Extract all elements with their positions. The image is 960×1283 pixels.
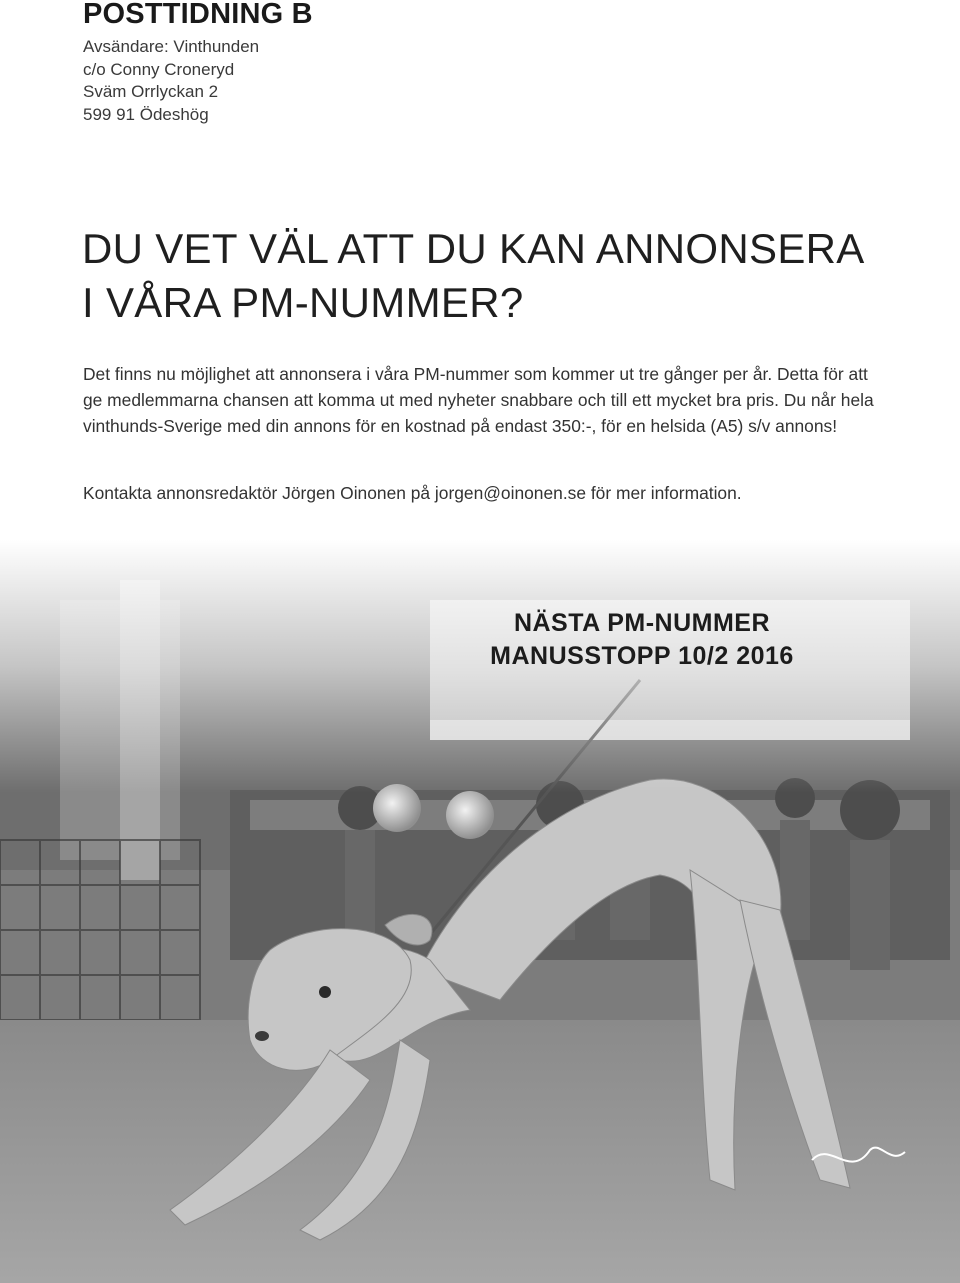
ad-body-paragraph: Det finns nu möjlighet att annonsera i våra PM-nummer som kommer ut tre gånger per år. Detta för att ge medlemmarna chansen att komma ut med nyheter snabbare och till ett mycket bra pris. Du når hela vinthunds-Sverige med din annons för en kostnad på endast 350:-, för en helsida (A5) s/v annons!: [83, 364, 874, 436]
headline-line: I VÅRA PM-NUMMER?: [82, 279, 524, 326]
sender-line: c/o Conny Croneryd: [83, 59, 235, 79]
ad-headline: [82, 222, 865, 330]
sender-line: Avsändare: Vinthunden: [83, 37, 260, 56]
deadline-line-2: MANUSSTOPP 10/2 2016: [490, 642, 794, 670]
postage-label: POSTTIDNING B: [83, 0, 313, 30]
contact-paragraph: Kontakta annonsredaktör Jörgen Oinonen på jorgen@oinonen.se för mer information.: [83, 483, 742, 503]
deadline-notice: [432, 607, 852, 673]
sender-address: [83, 36, 259, 126]
sender-line: Sväm Orrlyckan 2: [83, 82, 219, 101]
headline-line: DU VET VÄL ATT DU KAN ANNONSERA: [82, 225, 865, 272]
sender-line: 599 91 Ödeshög: [83, 104, 209, 124]
deadline-line-1: NÄSTA PM-NUMMER: [513, 609, 771, 637]
